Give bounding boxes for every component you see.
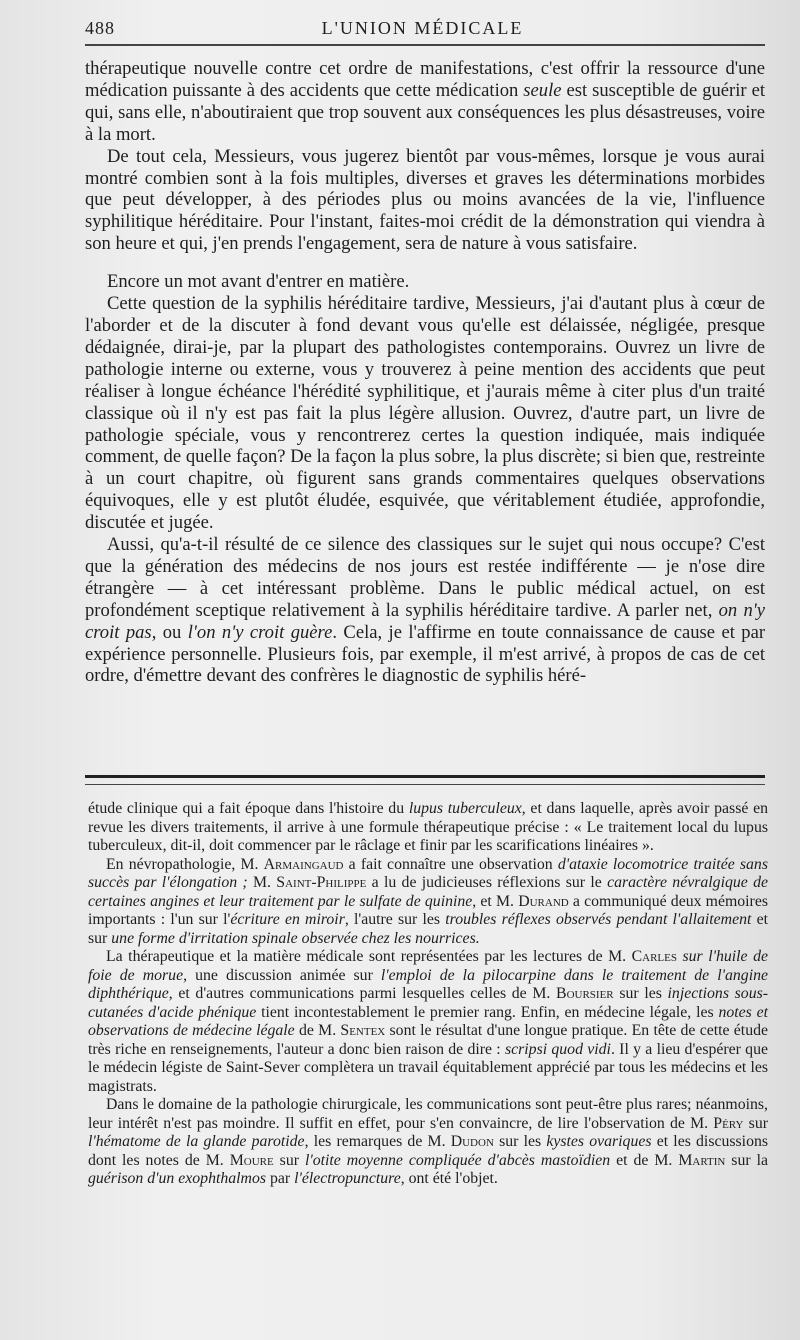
footnote-paragraph: En névropathologie, M. Armaingaud a fait connaître une observation d'ataxie locomotrice traitée sans succès par l'élongation ; M. Saint-Philippe a lu de judicieuses réflexions sur le caractère névralgique de certaines angines et leur traitement par le sulfate de quinine, et M. Durand a communiqué deux mémoires importants : l'un sur l'écriture en miroir, l'autre sur les troubles réflexes observés pendant l'allaitement et sur une forme d'irritation spinale observée chez les nourrices.: [88, 855, 768, 947]
page-number: 488: [85, 18, 115, 38]
main-text: [85, 58, 765, 687]
paragraph: De tout cela, Messieurs, vous jugerez bientôt par vous-mêmes, lorsque je vous aurai montré combien sont à la fois multiples, diverses et graves les déterminations morbides que peut développer, à des périodes plus ou moins avancées de la vie, l'influence syphilitique héréditaire. Pour l'instant, faites-moi crédit de la démonstration qui viendra à son heure et qui, j'en prends l'engagement, sera de nature à vous satisfaire.: [85, 145, 765, 255]
page-header: [85, 14, 760, 44]
footnote-paragraph: Dans le domaine de la pathologie chirurgicale, les communications sont peut-être plus rares; néanmoins, leur intérêt n'est pas moindre. Il suffit en effet, pour s'en convaincre, de lire l'observation de M. Péry sur l'hématome de la glande parotide, les remarques de M. Dudon sur les kystes ovariques et les discussions dont les notes de M. Moure sur l'otite moyenne compliquée d'abcès mastoïdien et de M. Martin sur la guérison d'un exophthalmos par l'électropuncture, ont été l'objet.: [88, 1096, 769, 1187]
paragraph: Encore un mot avant d'entrer en matière.: [107, 271, 410, 293]
footnote-paragraph: La thérapeutique et la matière médicale sont représentées par les lectures de M. Carles sur l'huile de foie de morue, une discussion animée sur l'emploi de la pilocarpine dans le traitement de l'angine diphthérique, et d'autres communications parmi lesquelles celles de M. Boursier sur les injections sous-cutanées d'acide phénique tient incontestablement le premier rang. Enfin, en médecine légale, les notes et observations de médecine légale de M. Sentex sont le résultat d'une longue pratique. En tête de cette étude très riche en renseignements, l'auteur a donc bien raison de dire : scripsi quod vidi. Il y a lieu d'espérer que le médecin légiste de Saint-Sever complètera un travail équitablement apprécié par tous les médecins et les magistrats.: [88, 948, 768, 1095]
running-title: L'UNION MÉDICALE: [321, 18, 524, 38]
footnote-paragraph: étude clinique qui a fait époque dans l'histoire du lupus tuberculeux, et dans laquelle, après avoir passé en revue les divers traitements, il arrive à une formule thérapeutique précise : « Le traitement local du lupus tuberculeux, dit-il, doit commencer par le râclage et finir par les scarifications linéaires ».: [88, 800, 768, 854]
header-rule: [85, 44, 765, 46]
paragraph: Cette question de la syphilis héréditaire tardive, Messieurs, j'ai d'autant plus à cœur de l'aborder et de la discuter à fond devant vous qu'elle est délaissée, négligée, presque dédaignée, dirai-je, par la plupart des pathologistes contemporains. Ouvrez un livre de pathologie interne ou externe, vous y trouverez à peine mention des accidents que peut réaliser à longue échéance l'hérédité syphilitique, et j'aurais même à citer plus d'un traité classique où il n'y est pas fait la plus légère allusion. Ouvrez, d'autre part, un livre de pathologie spéciale, vous y rencontrerez certes la question indiquée, mais indiquée comment, de quelle façon? De la façon la plus sobre, la plus discrète; si bien que, restreinte à un court chapitre, où figurent sans grands commentaires quelques observations équivoques, elle y est plutôt éludée, esquivée, que véritablement étudiée, approfondie, discutée et jugée.: [85, 293, 765, 534]
paragraph: Aussi, qu'a-t-il résulté de ce silence des classiques sur le sujet qui nous occupe? C'est que la génération des médecins de nos jours est restée indifférente — je n'ose dire étrangère — à cet intéressant problème. Dans le public médical actuel, on est profondément sceptique relativement à la syphilis héréditaire tardive. A parler net, on n'y croit pas, ou l'on n'y croit guère. Cela, je l'affirme en toute connaissance de cause et par expérience personnelle. Plusieurs fois, par exemple, il m'est arrivé, à propos de cas de cet ordre, d'émettre devant des confrères le diagnostic de syphilis héré-: [85, 534, 766, 687]
footnote-text: [88, 800, 768, 1189]
paragraph: thérapeutique nouvelle contre cet ordre de manifestations, c'est offrir la ressource d'une médication puissante à des accidents que cette médication seule est susceptible de guérir et qui, sans elle, n'aboutiraient que trop souvent aux conséquences les plus désastreuses, voire à la mort.: [85, 58, 765, 145]
footnote-divider: [85, 775, 765, 785]
